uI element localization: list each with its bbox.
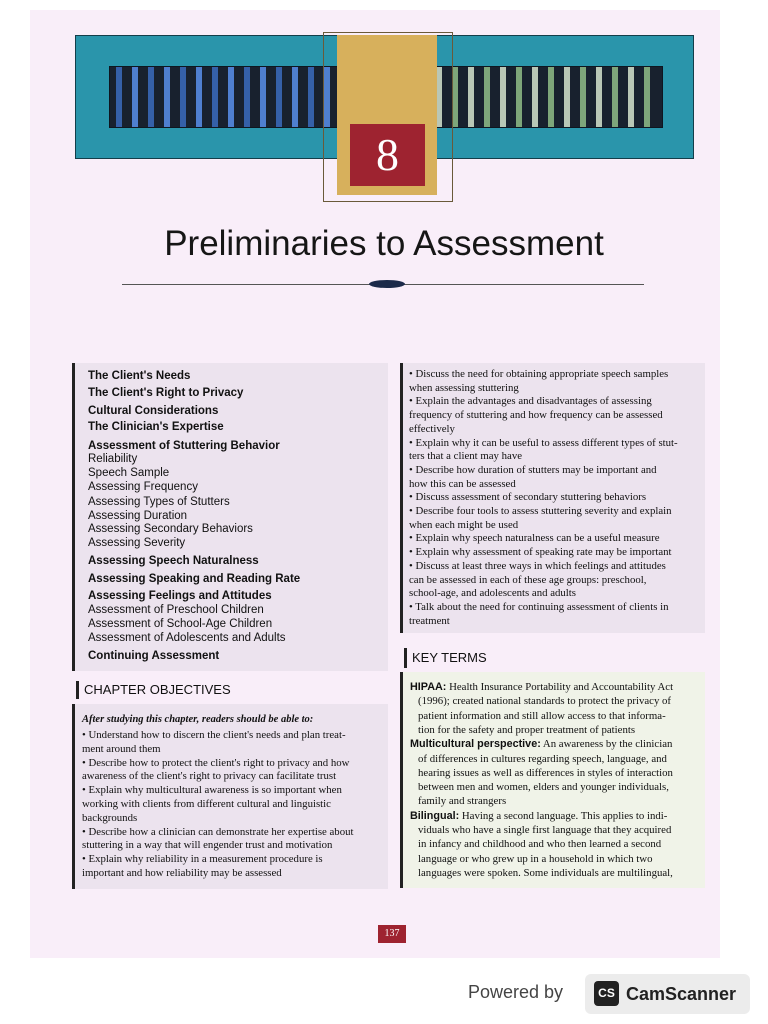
- key-term-entry: [410, 738, 672, 750]
- watermark-powered-by: Powered by: [468, 982, 564, 1002]
- key-term-definition: tion for the safety and proper treatment of patients: [418, 723, 636, 736]
- objective-line: when assessing stuttering: [409, 381, 519, 394]
- banner-stripe: [228, 67, 234, 127]
- key-term-definition: An awareness by the clinician: [540, 738, 673, 751]
- objective-line: ters that a client may have: [409, 450, 523, 463]
- objectives-heading: CHAPTER OBJECTIVES: [76, 681, 231, 699]
- banner-stripe: [244, 67, 250, 127]
- outline-item: Assessing Duration: [88, 510, 188, 522]
- objective-line: working with clients from different cultural and linguistic: [82, 798, 331, 810]
- chapter-number: 8: [350, 124, 425, 186]
- banner-stripe: [164, 67, 170, 127]
- key-terms-heading: KEY TERMS: [404, 648, 487, 668]
- banner-stripe: [468, 67, 474, 127]
- banner-stripe: [500, 67, 506, 127]
- outline-item: Reliability: [88, 453, 138, 465]
- outline-item: Assessment of Stuttering Behavior: [88, 440, 280, 452]
- objective-line: • Explain why assessment of speaking rate may be important: [409, 546, 672, 559]
- objective-line: ment around them: [82, 742, 161, 755]
- banner-stripe: [612, 67, 618, 127]
- objective-line: treatment: [409, 614, 450, 627]
- key-term-definition: patient information and still allow access to that informa-: [418, 709, 666, 722]
- objective-line: • Understand how to discern the client's needs and plan treat-: [82, 729, 346, 741]
- objective-line: • Talk about the need for continuing assessment of clients in: [409, 600, 669, 613]
- banner-stripe: [180, 67, 186, 127]
- banner-stripe: [212, 67, 218, 127]
- objective-line: effectively: [409, 422, 455, 435]
- outline-item: Assessment of School-Age Children: [88, 618, 273, 630]
- objective-line: • Explain why speech naturalness can be a useful measure: [409, 532, 660, 545]
- banner-stripe: [276, 67, 282, 127]
- banner-stripe: [196, 67, 202, 127]
- key-term-definition: language or who grew up in a household in which two: [418, 852, 653, 865]
- banner-stripe: [260, 67, 266, 127]
- key-term-label: Multicultural perspective:: [410, 738, 541, 751]
- key-term-definition: in infancy and childhood and who then learned a second: [418, 838, 662, 851]
- objective-line: when each might be used: [409, 518, 519, 531]
- objective-line: • Explain why reliability in a measurement procedure is: [82, 853, 323, 866]
- banner-stripe: [484, 67, 490, 127]
- objective-line: • Explain why multicultural awareness is so important when: [82, 784, 342, 797]
- outline-item: The Client's Needs: [88, 370, 191, 382]
- key-term-definition: viduals who have a single first language that they acquired: [418, 824, 672, 836]
- banner-stripe: [148, 67, 154, 127]
- objective-line: school-age, and adolescents and adults: [409, 587, 576, 600]
- objective-line: can be assessed in each of these age groups: preschool,: [409, 573, 647, 586]
- outline-item: Continuing Assessment: [88, 650, 220, 662]
- watermark-brand: CamScanner: [626, 984, 737, 1004]
- banner-stripe: [548, 67, 554, 127]
- outline-item: Assessment of Preschool Children: [88, 604, 264, 616]
- objective-line: frequency of stuttering and how frequency can be assessed: [409, 409, 663, 422]
- objective-line: how this can be assessed: [409, 477, 516, 490]
- objective-line: • Describe how duration of stutters may be important and: [409, 463, 657, 476]
- outline-item: Cultural Considerations: [88, 405, 219, 417]
- outline-item: Assessing Speech Naturalness: [88, 555, 259, 567]
- objective-line: backgrounds: [82, 811, 138, 824]
- key-term-definition: of differences in cultures regarding speech, language, and: [418, 752, 667, 765]
- outline-item: Assessing Speaking and Reading Rate: [88, 573, 301, 585]
- banner-stripe: [292, 67, 298, 127]
- key-term-label: HIPAA:: [410, 681, 447, 693]
- title-ornament: [369, 280, 405, 288]
- objective-line: • Explain the advantages and disadvantages of assessing: [409, 395, 652, 408]
- key-term-definition: family and strangers: [418, 795, 507, 808]
- outline-item: The Client's Right to Privacy: [88, 387, 244, 399]
- banner-stripe: [644, 67, 650, 127]
- key-term-definition: hearing issues as well as differences in styles of interaction: [418, 766, 673, 779]
- page-number: 137: [378, 925, 406, 943]
- outline-item: Assessing Feelings and Attitudes: [88, 590, 272, 602]
- key-term-entry: [410, 810, 667, 822]
- camscanner-logo-icon: CS: [594, 981, 619, 1006]
- banner-stripe: [628, 67, 634, 127]
- objective-line: • Discuss the need for obtaining appropriate speech samples: [409, 368, 669, 380]
- outline-item: Assessing Severity: [88, 537, 186, 549]
- chapter-title: Preliminaries to Assessment: [164, 224, 604, 263]
- objective-line: • Describe how a clinician can demonstrate her expertise about: [82, 825, 354, 838]
- objective-line: • Explain why it can be useful to assess different types of stut-: [409, 436, 678, 449]
- key-term-definition: languages were spoken. Some individuals are multilingual,: [418, 866, 673, 879]
- banner-stripe: [132, 67, 138, 127]
- objective-line: • Discuss assessment of secondary stuttering behaviors: [409, 491, 647, 504]
- key-term-definition: Having a second language. This applies to indi-: [459, 809, 668, 822]
- banner-stripe: [532, 67, 538, 127]
- outline-item: Assessment of Adolescents and Adults: [88, 632, 286, 644]
- outline-item: Assessing Frequency: [88, 481, 198, 493]
- key-term-definition: Health Insurance Portability and Accountability Act: [446, 681, 674, 693]
- objective-line: • Describe four tools to assess stuttering severity and explain: [409, 505, 672, 517]
- key-term-definition: (1996); created national standards to protect the privacy of: [418, 695, 672, 708]
- objective-line: • Describe how to protect the client's right to privacy and how: [82, 756, 350, 769]
- objective-line: stuttering in a way that will engender trust and motivation: [82, 839, 333, 852]
- key-term-label: Bilingual:: [410, 809, 460, 822]
- outline-item: Assessing Types of Stutters: [88, 496, 230, 508]
- banner-stripe: [308, 67, 314, 127]
- key-term-definition: between men and women, elders and younger individuals,: [418, 781, 669, 794]
- objective-line: important and how reliability may be assessed: [82, 867, 282, 879]
- banner-stripe: [564, 67, 570, 127]
- banner-stripe: [596, 67, 602, 127]
- key-term-entry: [410, 681, 673, 693]
- banner-stripe: [516, 67, 522, 127]
- outline-item: The Clinician's Expertise: [88, 421, 224, 433]
- banner-stripe: [580, 67, 586, 127]
- objectives-lead: After studying this chapter, readers should be able to:: [82, 714, 314, 725]
- outline-item: Assessing Secondary Behaviors: [88, 523, 253, 535]
- objective-line: awareness of the client's right to privacy can facilitate trust: [82, 770, 337, 783]
- outline-item: Speech Sample: [88, 467, 170, 479]
- objective-line: • Discuss at least three ways in which feelings and attitudes: [409, 559, 666, 572]
- banner-stripe: [116, 67, 122, 127]
